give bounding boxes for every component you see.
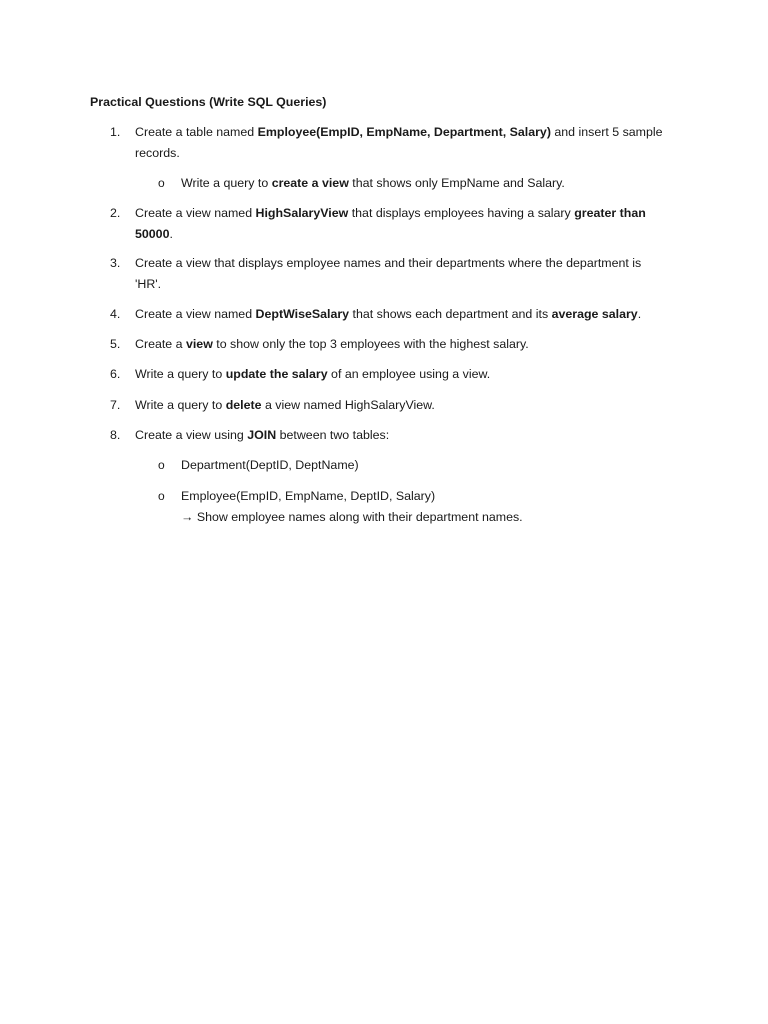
- text-segment: that shows each department and its: [349, 307, 552, 321]
- question-number: 2.: [110, 206, 121, 220]
- text-segment: Write a query to: [135, 398, 226, 412]
- text-segment: Create a table named: [135, 125, 258, 139]
- question-text: [135, 122, 665, 163]
- bold-text: update the salary: [225, 367, 328, 381]
- text-segment: Create a view named: [135, 307, 256, 321]
- text-segment: Create a view that displays employee names and their departments where the department is 'HR'.: [135, 256, 642, 291]
- question-number: 3.: [110, 256, 121, 270]
- text-segment: a view named HighSalaryView.: [261, 398, 435, 412]
- sub-item-text: [181, 455, 661, 476]
- bold-text: DeptWiseSalary: [255, 307, 350, 321]
- sub-item-text: [181, 486, 661, 527]
- bold-text: Employee(EmpID, EmpName, Department, Salary): [257, 125, 551, 139]
- text-segment: and insert 5 sample records.: [135, 125, 663, 160]
- question-text: [135, 334, 665, 355]
- bold-text: view: [185, 337, 213, 351]
- bold-text: create a view: [271, 176, 349, 190]
- text-segment: of an employee using a view.: [327, 367, 491, 381]
- text-segment: Department(DeptID, DeptName): [181, 458, 359, 472]
- sub-item-text: [181, 173, 661, 194]
- text-segment: Create a: [135, 337, 186, 351]
- bold-text: JOIN: [247, 428, 277, 442]
- question-number: 4.: [110, 307, 121, 321]
- question-number: 1.: [110, 125, 121, 139]
- question-text: [135, 304, 665, 325]
- question-text: [135, 364, 665, 385]
- question-text: [135, 253, 665, 294]
- page-heading: Practical Questions (Write SQL Queries): [90, 95, 327, 109]
- bullet-icon: o: [158, 458, 165, 472]
- question-number: 8.: [110, 428, 121, 442]
- text-segment: .: [637, 307, 642, 321]
- text-segment: to show only the top 3 employees with the highest salary.: [212, 337, 529, 351]
- question-number: 6.: [110, 367, 121, 381]
- text-segment: Employee(EmpID, EmpName, DeptID, Salary): [181, 489, 436, 503]
- text-segment: that shows only EmpName and Salary.: [348, 176, 565, 190]
- arrow-note: → Show employee names along with their department names.: [181, 509, 523, 524]
- bold-text: HighSalaryView: [255, 206, 349, 220]
- text-segment: that displays employees having a salary: [348, 206, 575, 220]
- bullet-icon: o: [158, 489, 165, 503]
- text-segment: between two tables:: [276, 428, 390, 442]
- text-segment: Write a query to: [181, 176, 272, 190]
- question-text: [135, 395, 665, 416]
- text-segment: Create a view using: [135, 428, 248, 442]
- question-number: 7.: [110, 398, 121, 412]
- question-number: 5.: [110, 337, 121, 351]
- text-segment: .: [169, 226, 173, 241]
- bold-text: greater than 50000: [135, 206, 646, 241]
- bold-text: delete: [225, 398, 262, 412]
- text-segment: Write a query to: [135, 367, 226, 381]
- bullet-icon: o: [158, 176, 165, 190]
- bold-text: average salary: [551, 307, 638, 321]
- sub-item-line: [181, 486, 661, 507]
- question-text: [135, 425, 665, 446]
- question-text: [135, 203, 665, 244]
- text-segment: Create a view named: [135, 206, 256, 220]
